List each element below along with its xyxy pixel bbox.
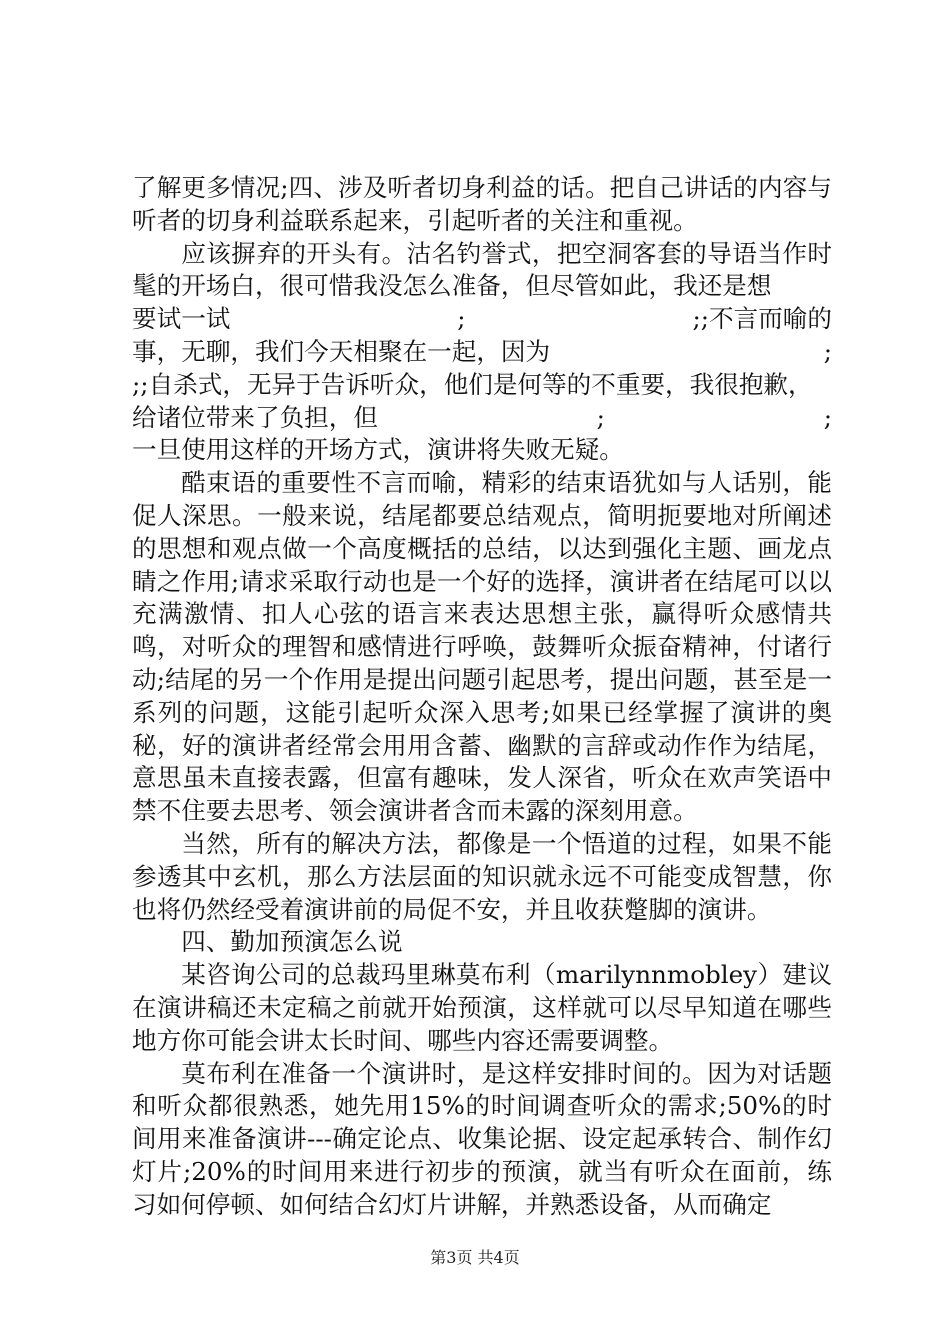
paragraph-1: 了解更多情况;四、涉及听者切身利益的话。把自己讲话的内容与听者的切身利益联系起来，引起听者的关注和重视。 xyxy=(132,173,832,235)
line-text: 要试一试 xyxy=(132,304,231,334)
line-text: ;;不言而喻的 xyxy=(692,304,832,334)
paragraph-6: 莫布利在准备一个演讲时，是这样安排时间的。因为对话题和听众都很熟悉，她先用15%的时间调查听众的需求;50%的时间用来准备演讲---确定论点、收集论据、设定起承转合、制作幻灯片;20%的时间用来进行初步的预演，就当有听众在面前，练习如何停顿、如何结合幻灯片讲解，并熟悉设备，从而确定 xyxy=(132,1058,832,1219)
paragraph-3: 酷束语的重要性不言而喻，精彩的结束语犹如与人话别，能促人深思。一般来说，结尾都要总结观点，简明扼要地对所阐述的思想和观点做一个高度概括的总结，以达到强化主题、画龙点睛之作用;请求采取行动也是一个好的选择，演讲者在结尾可以以充满激情、扣人心弦的语言来表达思想主张，赢得听众感情共鸣，对听众的理智和感情进行呼唤，鼓舞听众振奋精神，付诸行动;结尾的另一个作用是提出问题引起思考，提出问题，甚至是一系列的问题，这能引起听众深入思考;如果已经掌握了演讲的奥秘，好的演讲者经常会用用含蓄、幽默的言辞或动作作为结尾，意思虽未直接表露，但富有趣味，发人深省，听众在欢声笑语中禁不住要去思考、领会演讲者含而未露的深刻用意。 xyxy=(132,468,832,826)
document-body xyxy=(132,172,832,1222)
line-text: 事，无聊，我们今天相聚在一起，因为 xyxy=(132,336,551,366)
section-heading-4: 四、勤加预演怎么说 xyxy=(181,927,403,957)
paragraph-2-line-2 xyxy=(132,336,832,369)
line-separator: ; xyxy=(596,402,605,432)
line-separator: ; xyxy=(823,336,832,366)
paragraph-2-end: 一旦使用这样的开场方式，演讲将失败无疑。 xyxy=(132,435,624,465)
line-separator: ; xyxy=(457,304,466,334)
page-number-footer: 第3页 共4页 xyxy=(430,1248,520,1267)
paragraph-4: 当然，所有的解决方法，都像是一个悟道的过程，如果不能参透其中玄机，那么方法层面的知识就永远不可能变成智慧，你也将仍然经受着演讲前的局促不安，并且收获蹩脚的演讲。 xyxy=(132,828,832,924)
line-text: 给诸位带来了负担，但 xyxy=(132,402,378,432)
paragraph-2-intro: 应该摒弃的开头有。沽名钓誉式，把空洞客套的导语当作时髦的开场白，很可惜我没怎么准备，但尽管如此，我还是想 xyxy=(132,238,832,301)
paragraph-2-middle: ;;自杀式，无异于告诉听众，他们是何等的不重要，我很抱歉， xyxy=(132,369,813,399)
paragraph-2-line-3 xyxy=(132,402,832,435)
paragraph-2-line-1 xyxy=(132,303,832,336)
paragraph-5: 某咨询公司的总裁玛里琳莫布利（marilynnmobley）建议在演讲稿还未定稿之前就开始预演，这样就可以尽早知道在哪些地方你可能会讲太长时间、哪些内容还需要调整。 xyxy=(132,960,832,1055)
line-separator: ; xyxy=(823,402,832,432)
